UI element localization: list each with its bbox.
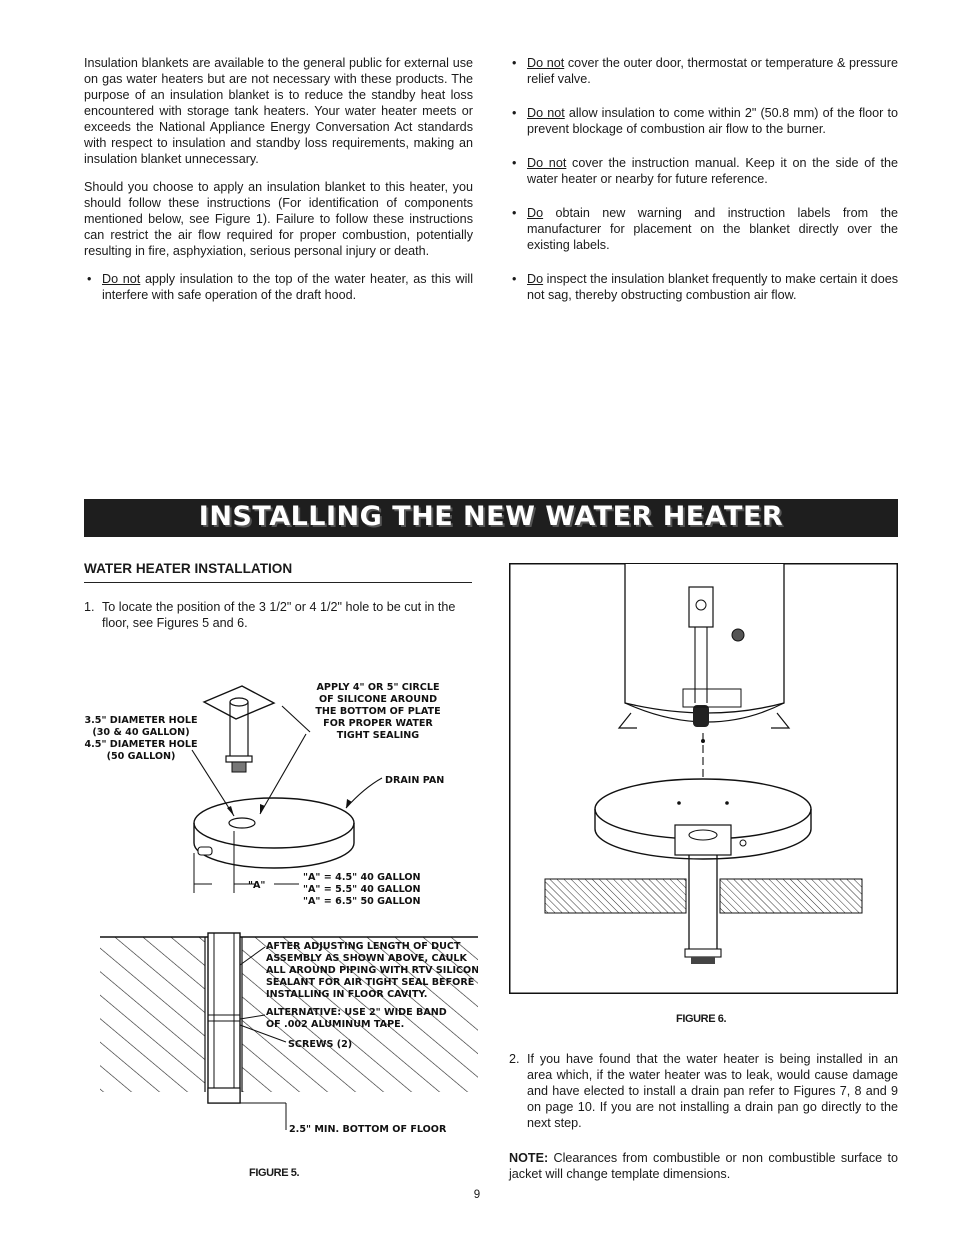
bullet-lead: Do — [527, 272, 544, 286]
floor-left — [545, 879, 686, 913]
hole-label: (30 & 40 GALLON) — [92, 727, 190, 738]
floor-label: 2.5" MIN. BOTTOM OF FLOOR — [289, 1124, 447, 1135]
bullet-text: allow insulation to come within 2" (50.8 mm) of the floor to prevent blockage of combustion air flow to the burner. — [527, 106, 898, 136]
step-text: To locate the position of the 3 1/2" or 4 1/2" hole to be cut in the floor, see Figures 5 and 6. — [102, 600, 456, 630]
duct-note: ASSEMBLY AS SHOWN ABOVE, CAULK — [266, 953, 467, 964]
silicone-label: APPLY 4" OR 5" CIRCLE — [316, 682, 440, 693]
note-label: NOTE: — [509, 1151, 549, 1165]
bullet-text: obtain new warning and instruction labels from the manufacturer for placement on the blanket directly over the existing labels. — [527, 206, 898, 252]
silicone-label: OF SILICONE AROUND — [318, 694, 438, 705]
plate-hole — [230, 698, 248, 706]
bullet-dot: • — [512, 106, 517, 120]
step-text: If you have found that the water heater is being installed in an area which, if the water heater was to leak, would cause damage and have elected to install a drain pan refer to Figures 7, 8 and 9 on page 10. If you are not installing a drain pan go directly to the next step. — [527, 1052, 898, 1130]
drain-pan — [194, 798, 354, 848]
drain-pan-label: DRAIN PAN — [385, 775, 445, 786]
step-2 — [509, 1051, 898, 1131]
alternative-note: OF .002 ALUMINUM TAPE. — [266, 1019, 405, 1030]
hole-label: 4.5" DIAMETER HOLE — [84, 739, 198, 750]
bullet-text: cover the outer door, thermostat or temperature & pressure relief valve. — [527, 56, 898, 86]
bullet-lead: Do not — [102, 272, 141, 286]
a-dimension-label: "A" — [248, 880, 266, 891]
subsection-heading: WATER HEATER INSTALLATION — [84, 561, 472, 583]
hole-label: (50 GALLON) — [106, 751, 176, 762]
note — [509, 1150, 898, 1182]
step-number: 1. — [84, 600, 95, 614]
note-text: Clearances from combustible or non combustible surface to jacket will change template dimensions. — [509, 1151, 898, 1181]
figure-5-caption: FIGURE 5. — [249, 1167, 300, 1179]
pan-hole — [229, 818, 255, 828]
hole-label: 3.5" DIAMETER HOLE — [84, 715, 198, 726]
duct-note: ALL AROUND PIPING WITH RTV SILICON — [266, 965, 478, 976]
burner-door — [693, 705, 709, 727]
duct-note: AFTER ADJUSTING LENGTH OF DUCT — [266, 941, 461, 952]
floor-right — [720, 879, 862, 913]
bullet-lead: Do — [527, 206, 544, 220]
bullet-dot: • — [512, 272, 517, 286]
a-value: "A" = 4.5" 40 GALLON — [303, 872, 421, 883]
bullet-dot: • — [512, 156, 517, 170]
duct-note: SEALANT FOR AIR TIGHT SEAL BEFORE — [266, 977, 475, 988]
bullet-lead: Do not — [527, 156, 567, 170]
a-value: "A" = 6.5" 50 GALLON — [303, 896, 421, 907]
figure-6-svg — [509, 563, 898, 994]
bullet-item — [509, 155, 898, 187]
alternative-note: ALTERNATIVE: USE 2" WIDE BAND — [266, 1007, 447, 1018]
bullet-dot: • — [512, 56, 517, 70]
section-title: INSTALLING THE NEW WATER HEATER — [198, 501, 784, 532]
floor-section-left — [100, 937, 205, 1092]
bullet-text: cover the instruction manual. Keep it on the side of the water heater or nearby for future reference. — [527, 156, 898, 186]
screws-label: SCREWS (2) — [288, 1039, 353, 1050]
duct-note: INSTALLING IN FLOOR CAVITY. — [266, 989, 428, 1000]
figure-6-caption: FIGURE 6. — [676, 1013, 727, 1025]
bullet-dot: • — [87, 272, 92, 286]
bullet-item — [84, 271, 473, 303]
bullet-item — [509, 105, 898, 137]
bullet-text: apply insulation to the top of the water heater, as this will interfere with safe operation of the draft hood. — [102, 272, 474, 302]
silicone-label: TIGHT SEALING — [336, 730, 420, 741]
left-column — [84, 55, 473, 321]
bullet-text: inspect the insulation blanket frequently to make certain it does not sag, thereby obstructing combustion air flow. — [527, 272, 898, 302]
instructions-paragraph: Should you choose to apply an insulation blanket to this heater, you should follow these instructions (For identification of components mentioned below, see Figure 1). Failure to follow these instructions can restrict the air flow required for proper combustion, potentially resulting in fire, asphyxiation, serious personal injury or death. — [84, 180, 473, 258]
figure-5-pan-svg — [84, 648, 484, 910]
intro-paragraph: Insulation blankets are available to the general public for external use on gas water heaters but are not necessary with these products. The purpose of an insulation blanket is to reduce the standby heat loss encountered with storage tank heaters. Your water heater meets or exceeds the National Appliance Energy Conversation Act standards with respect to insulation and standby loss requirements, making an insulation blanket unnecessary. — [84, 56, 473, 166]
bullet-item — [509, 271, 898, 303]
water-heater-body — [625, 564, 784, 713]
bullet-dot: • — [512, 206, 517, 220]
page-number: 9 — [473, 1189, 481, 1201]
figure-5-floor-diagram — [100, 925, 478, 1140]
section-banner — [84, 499, 898, 537]
figure-5-floor-svg — [100, 925, 478, 1140]
a-value: "A" = 5.5" 40 GALLON — [303, 884, 421, 895]
bullet-lead: Do not — [527, 106, 565, 120]
duct-pipe — [208, 933, 240, 1103]
bullet-lead: Do not — [527, 56, 565, 70]
bullet-item — [509, 55, 898, 87]
step-number: 2. — [509, 1052, 520, 1066]
bullet-item — [509, 205, 898, 253]
step-1 — [84, 599, 473, 631]
right-column — [509, 55, 898, 321]
silicone-label: FOR PROPER WATER — [323, 718, 433, 729]
figure-6-diagram — [509, 563, 898, 994]
duct-cap — [685, 949, 721, 957]
figure-5-pan-diagram — [84, 648, 484, 910]
silicone-label: THE BOTTOM OF PLATE — [315, 706, 441, 717]
